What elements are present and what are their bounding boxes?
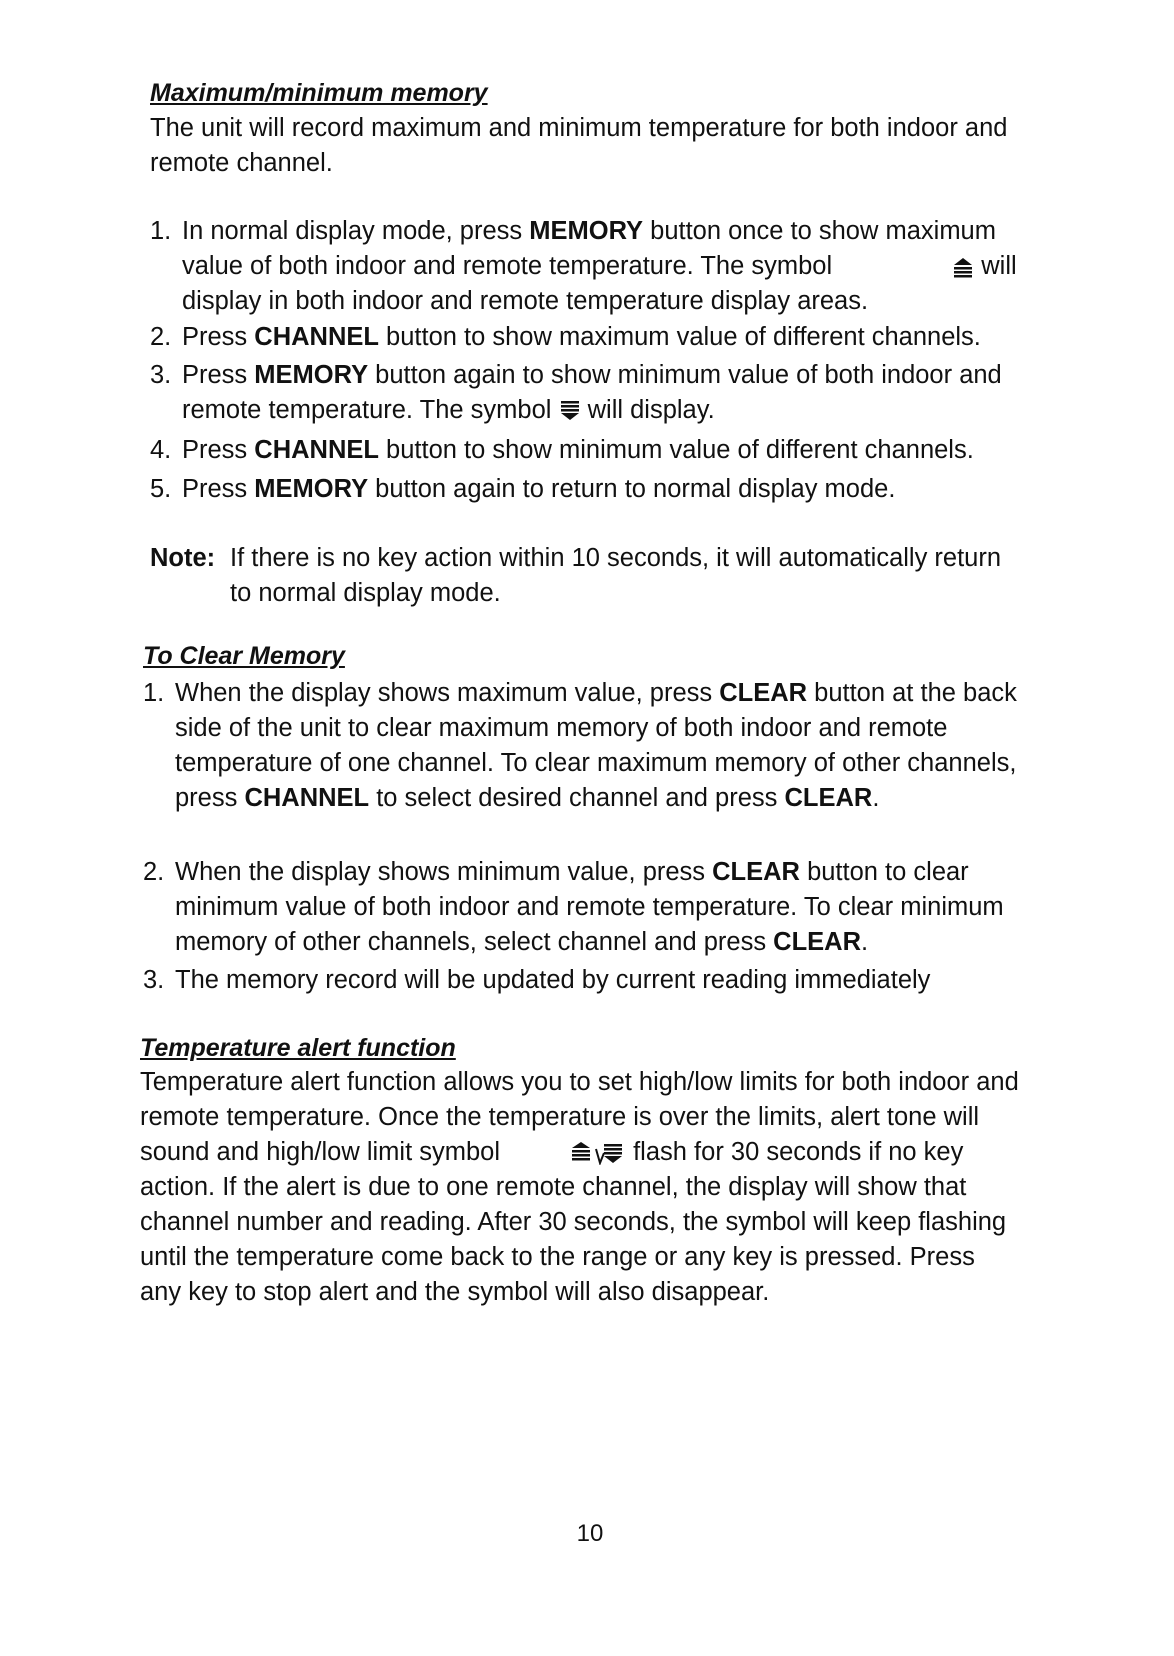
list-item: [150, 433, 1025, 468]
section-intro: The unit will record maximum and minimum temperature for both indoor and remote channel.: [150, 114, 1008, 177]
item-text: Press MEMORY button again to show minimum value of both indoor and remote temperature. The symbol will display.: [182, 361, 1002, 424]
list-item: [143, 855, 1018, 960]
item-text: Press CHANNEL button to show maximum value of different channels.: [182, 323, 981, 351]
item-text: When the display shows minimum value, press CLEAR button to clear minimum value of both indoor and remote temperature. To clear minimum memory of other channels, select channel and press CLEAR.: [175, 858, 1004, 956]
list-number: 3.: [143, 966, 165, 994]
max-memory-symbol-icon: [952, 256, 974, 278]
min-memory-symbol-icon: [559, 400, 581, 422]
list-item: [143, 676, 1018, 816]
item-text: Press MEMORY button again to return to normal display mode.: [182, 475, 896, 503]
section-heading-clear-memory: To Clear Memory: [143, 642, 345, 670]
list-number: 1.: [150, 217, 172, 245]
list-number: 5.: [150, 475, 172, 503]
list-number: 2.: [143, 858, 165, 886]
section-heading-max-min-memory: Maximum/minimum memory: [150, 79, 488, 107]
list-item: [150, 358, 1025, 428]
list-item: [150, 472, 1025, 507]
section-heading-temperature-alert: Temperature alert function: [140, 1034, 456, 1062]
high-low-limit-symbol-icon: [570, 1141, 626, 1165]
note-text: If there is no key action within 10 seconds, it will automatically return to normal display mode.: [230, 544, 1002, 607]
list-number: 3.: [150, 361, 172, 389]
list-number: 1.: [143, 679, 165, 707]
item-text: In normal display mode, press MEMORY button once to show maximum value of both indoor and remote temperature. The symbol will display in both indoor and remote temperature display areas.: [182, 217, 1017, 315]
list-item: [143, 963, 1018, 998]
list-number: 4.: [150, 436, 172, 464]
alert-paragraph: Temperature alert function allows you to set high/low limits for both indoor and remote temperature. Once the temperature is over the limits, alert tone will sound and high/low limit symbol flash for 30 seconds if no key action. If the alert is due to one remote channel, the display will show that channel number and reading. After 30 seconds, the symbol will keep flashing until the temperature come back to the range or any key is pressed. Press any key to stop alert and the symbol will also disappear.: [140, 1068, 1019, 1306]
item-text: Press CHANNEL button to show minimum value of different channels.: [182, 436, 974, 464]
list-item: [150, 320, 1025, 355]
note: [150, 541, 1025, 611]
list-number: 2.: [150, 323, 172, 351]
item-text: The memory record will be updated by current reading immediately: [175, 966, 931, 994]
page-number: 10: [576, 1520, 604, 1547]
list-item: [150, 214, 1025, 319]
note-label: Note:: [150, 544, 216, 572]
item-text: When the display shows maximum value, press CLEAR button at the back side of the unit to clear maximum memory of both indoor and remote temperature of one channel. To clear maximum memory of other channels, press CHANNEL to select desired channel and press CLEAR.: [175, 679, 1017, 812]
